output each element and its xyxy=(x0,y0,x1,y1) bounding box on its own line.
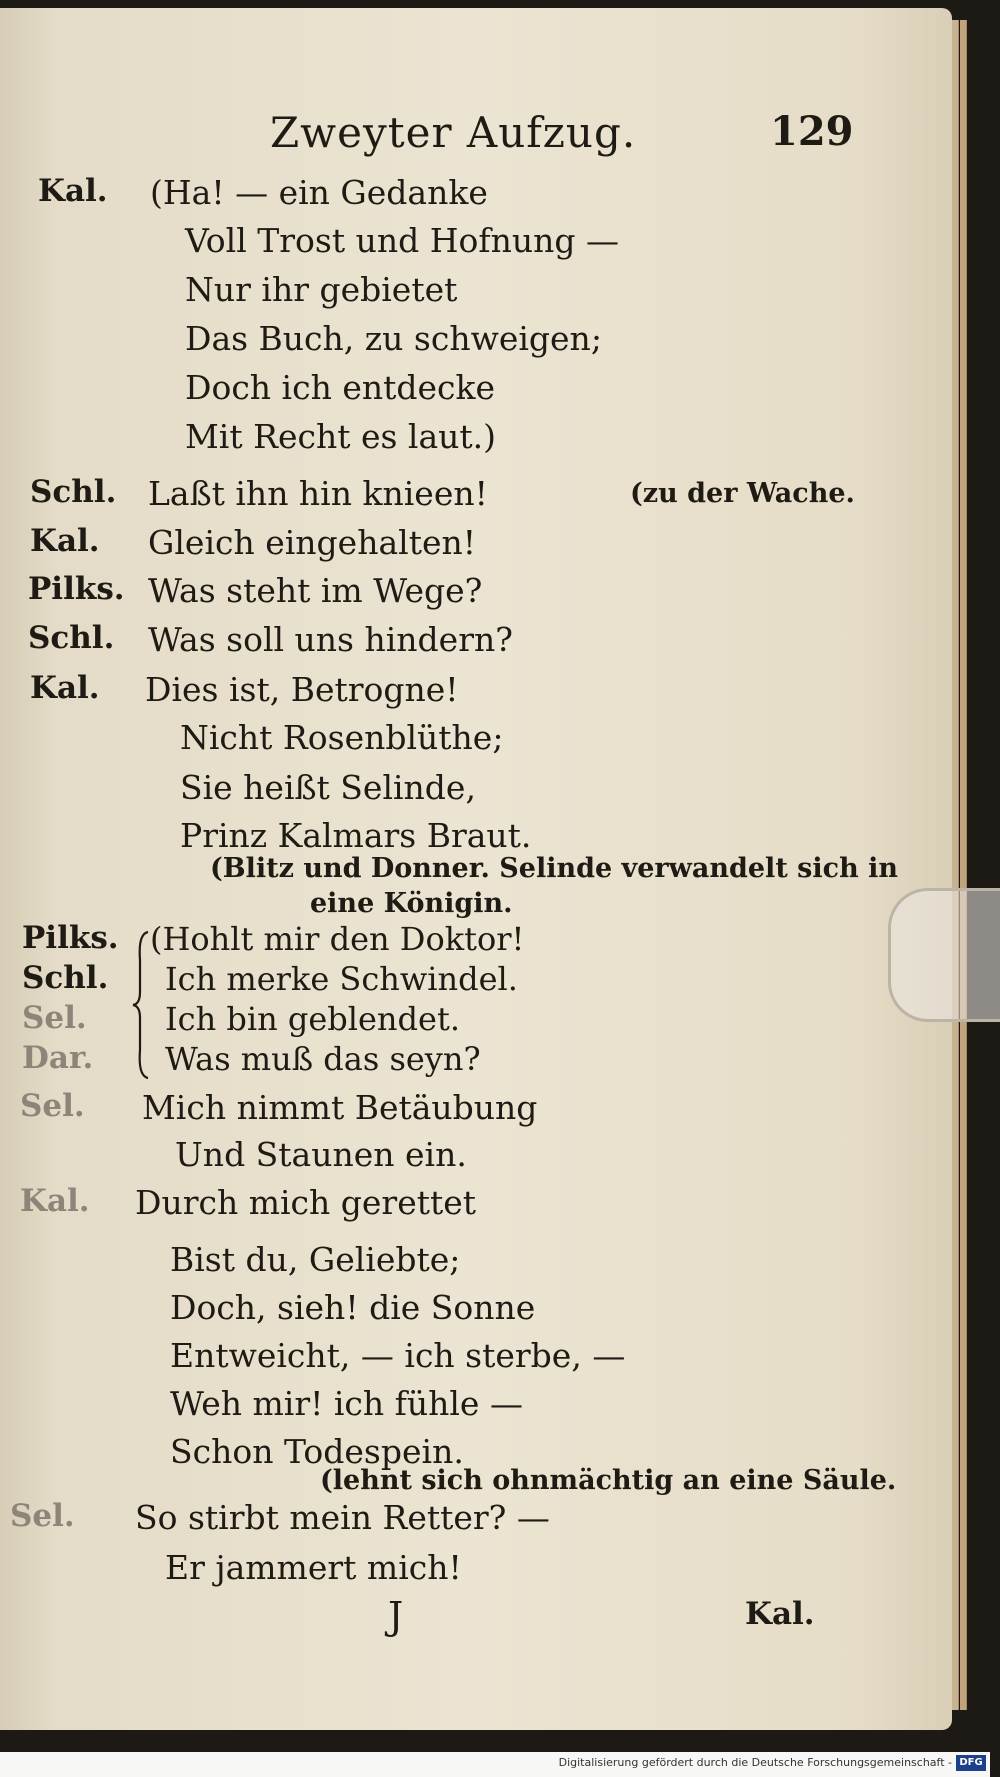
verse-line: So stirbt mein Retter? — xyxy=(135,1498,550,1537)
verse-line: Nicht Rosenblüthe; xyxy=(180,718,504,757)
verse-line: Und Staunen ein. xyxy=(175,1135,467,1174)
running-head: Zweyter Aufzug. xyxy=(270,108,637,157)
page-number: 129 xyxy=(770,108,854,155)
verse-line: Schon Todespein. xyxy=(170,1432,464,1471)
verse-line: Prinz Kalmars Braut. xyxy=(180,816,532,855)
speaker-label: Sel. xyxy=(20,1088,85,1124)
speaker-label: Pilks. xyxy=(22,920,119,956)
verse-line: (Hohlt mir den Doktor! xyxy=(150,920,525,958)
signature-mark: J xyxy=(388,1594,404,1638)
footer-bar xyxy=(0,1752,990,1777)
speaker-label: Kal. xyxy=(30,523,100,559)
verse-line: Das Buch, zu schweigen; xyxy=(185,319,602,358)
page-edge xyxy=(952,20,959,1710)
paper-clip xyxy=(888,888,1000,1022)
book-page xyxy=(0,8,952,1730)
verse-line: Ich merke Schwindel. xyxy=(165,960,518,998)
speaker-label: Kal. xyxy=(20,1183,90,1219)
speaker-label: Kal. xyxy=(30,670,100,706)
speaker-label: Pilks. xyxy=(28,571,125,607)
verse-line: Bist du, Geliebte; xyxy=(170,1240,461,1279)
speaker-label: Sel. xyxy=(22,1000,87,1036)
stage-direction: (lehnt sich ohnmächtig an eine Säule. xyxy=(320,1465,897,1496)
verse-line: Mich nimmt Betäubung xyxy=(142,1088,538,1127)
speaker-label: Schl. xyxy=(22,960,109,996)
stage-direction: (Blitz und Donner. Selinde verwandelt sich in xyxy=(210,853,898,884)
verse-line: Er jammert mich! xyxy=(165,1548,462,1587)
verse-line: Ich bin geblendet. xyxy=(165,1000,460,1038)
dfg-logo: DFG xyxy=(956,1755,986,1771)
verse-line: Voll Trost und Hofnung — xyxy=(185,221,619,260)
catchword: Kal. xyxy=(745,1596,815,1632)
speaker-label: Schl. xyxy=(30,474,117,510)
verse-line: Durch mich gerettet xyxy=(135,1183,477,1222)
verse-line: Weh mir! ich fühle — xyxy=(170,1384,523,1423)
verse-line: (Ha! — ein Gedanke xyxy=(150,173,488,212)
speaker-label: Sel. xyxy=(10,1498,75,1534)
footer-credit: Digitalisierung gefördert durch die Deutsche Forschungsgemeinschaft - xyxy=(558,1756,952,1769)
verse-line: Doch ich entdecke xyxy=(185,368,496,407)
curly-brace-icon xyxy=(132,930,150,1080)
verse-line: Was soll uns hindern? xyxy=(148,620,513,659)
verse-line: Sie heißt Selinde, xyxy=(180,768,476,807)
verse-line: Nur ihr gebietet xyxy=(185,270,458,309)
verse-line: Dies ist, Betrogne! xyxy=(145,670,459,709)
verse-line: Entweicht, — ich sterbe, — xyxy=(170,1336,626,1375)
stage-direction: (zu der Wache. xyxy=(630,478,855,509)
verse-line: Laßt ihn hin knieen! xyxy=(148,474,488,513)
speaker-label: Dar. xyxy=(22,1040,94,1076)
speaker-label: Kal. xyxy=(38,173,108,209)
page-edge xyxy=(960,20,967,1710)
verse-line: Doch, sieh! die Sonne xyxy=(170,1288,536,1327)
speaker-label: Schl. xyxy=(28,620,115,656)
verse-line: Mit Recht es laut.) xyxy=(185,417,497,456)
verse-line: Gleich eingehalten! xyxy=(148,523,477,562)
verse-line: Was muß das seyn? xyxy=(165,1040,481,1078)
stage-direction: eine Königin. xyxy=(310,888,513,919)
verse-line: Was steht im Wege? xyxy=(148,571,483,610)
